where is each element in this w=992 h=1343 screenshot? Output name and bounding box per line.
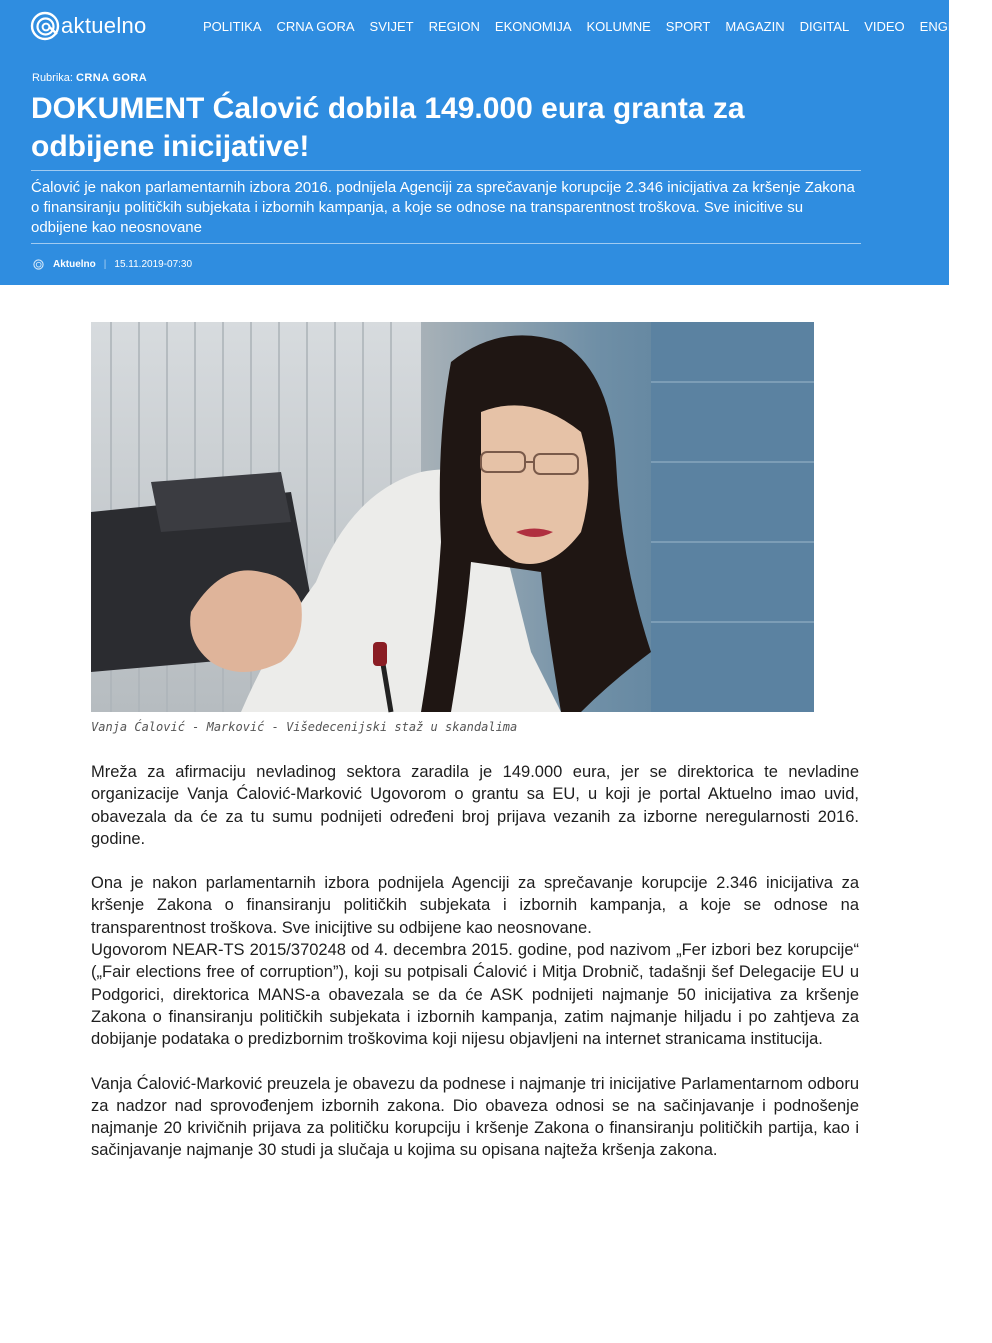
nav-item-svijet[interactable]: SVIJET [369, 18, 414, 34]
article-paragraph: Vanja Ćalović-Marković preuzela je obavezu da podnese i najmanje tri inicijative Parlamentarnom odboru za nadzor nad sprovođenjem izbornih zakona. Dio obaveza odnosi se na sačinjavanje i podnošenje najmanje 20 krivičnih prijava za političku korupciju i kršenje Zakona o finansiranju političkih partija, kao i sačinjavanje najmanje 30 studi ja slučaja u kojima su opisana najteža kršenja zakona. [91, 1074, 859, 1160]
nav-item-digital[interactable]: DIGITAL [799, 18, 850, 34]
nav-item-english[interactable]: ENGLISH [919, 18, 977, 34]
article-body [91, 761, 859, 1184]
article-title: DOKUMENT Ćalović dobila 149.000 eura granta za odbijene inicijative! [31, 92, 745, 163]
article-author[interactable]: Aktuelno [53, 258, 96, 270]
category-link[interactable]: CRNA GORA [76, 72, 148, 84]
nav-item-crna-gora[interactable]: CRNA GORA [276, 18, 355, 34]
article-paragraph: Mreža za afirmaciju nevladinog sektora zaradila je 149.000 eura, jer se direktorica te nevladine organizacije Vanja Ćalović-Marković Ugovorom o grantu sa EU, u koji je portal Aktuelno imao uvid, obavezala da će za tu sumu podnijeti određeni broj prijava vezanih za izborne neregularnosti 2016. godine. [91, 763, 859, 848]
nav-item-sport[interactable]: SPORT [665, 18, 711, 34]
nav-item-region[interactable]: REGION [428, 18, 480, 34]
article-date: 15.11.2019-07:30 [114, 258, 193, 270]
portrait-photo-illustration [91, 322, 814, 712]
site-logo-text: aktuelno [61, 13, 147, 38]
lead-divider-top [31, 170, 861, 171]
article-lead: Ćalović je nakon parlamentarnih izbora 2016. podnijela Agenciji za sprečavanje korupcije 2.346 inicijativa za kršenje Zakona o finansiranju političkih subjekata i izbornih kampanja, a koje se odnose na transparentnost troškova. Sve inicitive su odbijene kao neosnovane [31, 179, 855, 236]
site-logo[interactable] [30, 10, 147, 42]
lead-divider-bottom [31, 243, 861, 244]
article-meta [33, 257, 192, 271]
article-paragraph: Ugovorom NEAR-TS 2015/370248 od 4. decembra 2015. godine, pod nazivom „Fer izbori bez korupcije“ („Fair elections free of corruption”), koji su potpisali Ćalović i Mitja Drobnič, tadašnji šef Delegacije EU u Podgorici, direktorica MANS-a obavezala se da će ASK podnijeti najmanje 50 inicijativa za kršenje Zakona o finansiranju političkih subjekata i izbornih kampanja, zatim najmanje hiljadu i po zahtjeva za dobijanje podataka o predizbornim troškovima koji nijesu objavljeni na internet stranicama institucija. [91, 941, 859, 1049]
photo-caption: Vanja Ćalović - Marković - Višedecenijski staž u skandalima [91, 720, 518, 734]
meta-separator: | [103, 258, 107, 270]
author-logo-icon [33, 259, 44, 270]
article-photo [91, 322, 814, 712]
category-label [32, 72, 147, 84]
nav-item-ekonomija[interactable]: EKONOMIJA [494, 18, 572, 34]
spiral-logo-icon [30, 11, 60, 41]
article-header [0, 52, 949, 285]
nav-item-video[interactable]: VIDEO [864, 18, 905, 34]
category-label-prefix: Rubrika: [32, 72, 73, 84]
nav-item-politika[interactable]: POLITIKA [203, 18, 262, 34]
main-nav [203, 0, 992, 52]
nav-item-magazin[interactable]: MAGAZIN [725, 18, 785, 34]
article-paragraph: Ona je nakon parlamentarnih izbora podnijela Agenciji za sprečavanje korupcije 2.346 inicijativa za kršenje Zakona o finansiranju političkih subjekata i izbornih kampanja, a koje se odnose na transparentnost troškova. Sve inicijtive su odbijene kao neosnovane. [91, 874, 859, 937]
top-navigation-bar [0, 0, 977, 52]
nav-item-kolumne[interactable]: KOLUMNE [586, 18, 651, 34]
